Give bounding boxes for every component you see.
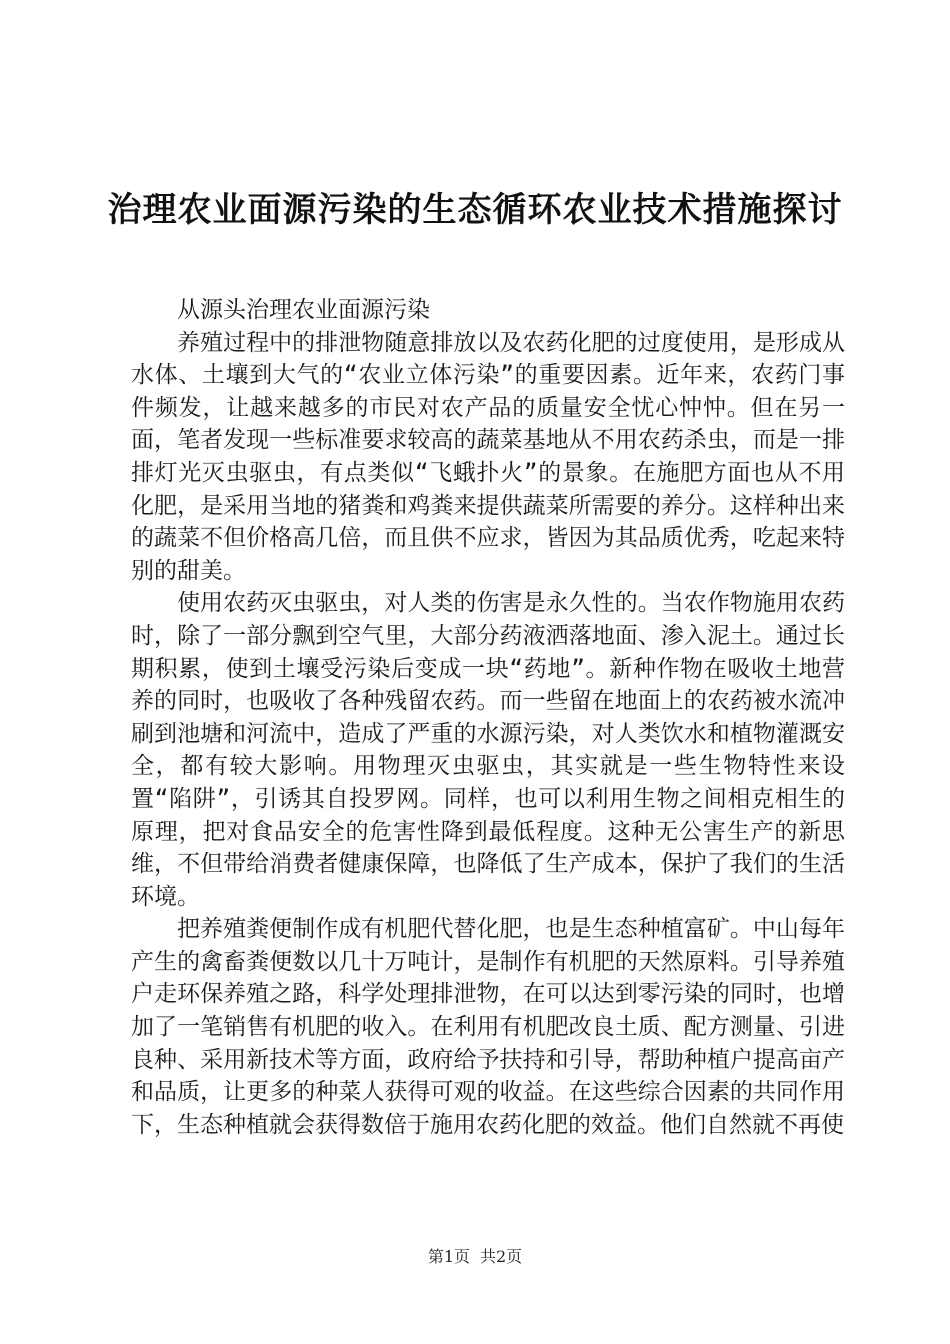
page-footer [0,1244,950,1267]
paragraph: 使用农药灭虫驱虫，对人类的伤害是永久性的。当农作物施用农药时，除了一部分飘到空气里，大部分药液洒落地面、渗入泥土。通过长期积累，使到土壤受污染后变成一块“药地”。新种作物在吸收土地营养的同时，也吸收了各种残留农药。而一些留在地面上的农药被水流冲刷到池塘和河流中，造成了严重的水源污染，对人类饮水和植物灌溉安全，都有较大影响。用物理灭虫驱虫，其实就是一些生物特性来设置“陷阱”，引诱其自投罗网。同样，也可以利用生物之间相克相生的原理，把对食品安全的危害性降到最低程度。这种无公害生产的新思维，不但带给消费者健康保障，也降低了生产成本，保护了我们的生活环境。 [131,590,845,910]
paragraph: 养殖过程中的排泄物随意排放以及农药化肥的过度使用，是形成从水体、土壤到大气的“农业立体污染”的重要因素。近年来，农药门事件频发，让越来越多的市民对农产品的质量安全忧心忡忡。但在另一面，笔者发现一些标准要求较高的蔬菜基地从不用农药杀虫，而是一排排灯光灭虫驱虫，有点类似“飞蛾扑火”的景象。在施肥方面也从不用化肥，是采用当地的猪粪和鸡粪来提供蔬菜所需要的养分。这样种出来的蔬菜不但价格高几倍，而且供不应求，皆因为其品质优秀，吃起来特别的甜美。 [131,329,845,584]
paragraph: 把养殖粪便制作成有机肥代替化肥，也是生态种植富矿。中山每年产生的禽畜粪便数以几十万吨计，是制作有机肥的天然原料。引导养殖户走环保养殖之路，科学处理排泄物，在可以达到零污染的同时，也增加了一笔销售有机肥的收入。在利用有机肥改良土质、配方测量、引进良种、采用新技术等方面，政府给予扶持和引导，帮助种植户提高亩产和品质，让更多的种菜人获得可观的收益。在这些综合因素的共同作用下，生态种植就会获得数倍于施用农药化肥的效益。他们自然就不再使 [131,916,845,1138]
document-body [131,294,845,1141]
page-total: 共2页 [480,1247,523,1266]
page-number: 第1页 [427,1247,470,1266]
document-title: 治理农业面源污染的生态循环农业技术措施探讨 [107,190,843,230]
section-heading: 从源头治理农业面源污染 [177,297,430,323]
